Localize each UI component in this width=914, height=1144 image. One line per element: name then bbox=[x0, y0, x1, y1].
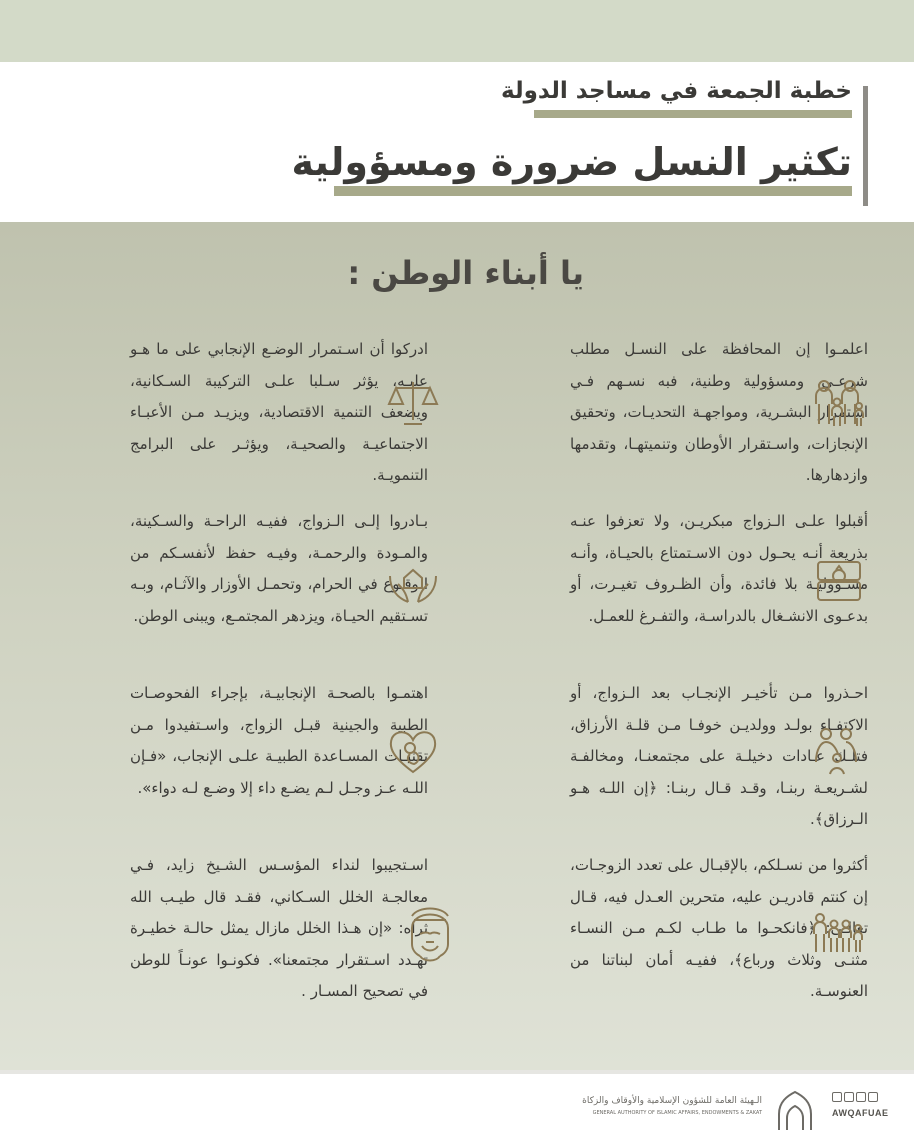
hands-house-icon bbox=[384, 552, 442, 610]
paragraph-left-4: اسـتجيبوا لنداء المؤسـس الشـيخ زايد، فـي معالجـة الخلل السـكاني، فقـد قال طيـب الله ثراه: «إن هـذا الخلل مازال يمثل حالـة خطيـرة تهـدد اسـتقرار مجتمعنا». فكونـوا عونـاً للوطن في تصحيح المسـار . bbox=[130, 856, 428, 1000]
large-family-icon bbox=[808, 902, 866, 960]
paragraph-right-2: أقبلوا علـى الـزواج مبكريـن، ولا تعزفوا عنـه بذريعة أنـه يحـول دون الاسـتمتاع بالحيـاة، وأنـه مسـؤوليـة بلا فائدة، وأن الظـروف تغيـرت، أو بدعـوى الانشـغال بالدراسـة، والتفـرغ للعمـل. bbox=[570, 512, 868, 625]
paragraph-right-3: احـذروا مـن تأخيـر الإنجـاب بعد الـزواج، أو الاكتفـاء بولـد وولديـن خوفـا مـن قلـة الأرزاق، فتلـك عـادات دخيلـة على مجتمعنـا، ومخالفـة لشـريعـة ربنـا، وقـد قـال ربنـا: ﴿إن اللـه هـو الـرزاق﴾. bbox=[570, 684, 868, 828]
paragraph-left-3: اهتمـوا بالصحـة الإنجابيـة، بإجراء الفحوصـات الطبية والجينية قبـل الزواج، واسـتفيدوا مـن تقنيـات المسـاعدة الطبيـة علـى الإنجاب، «فـإن اللـه عـز وجـل لـم يضـع داء إلا وضـع لـه دواء». bbox=[130, 684, 428, 797]
instagram-social-icon[interactable] bbox=[844, 1092, 854, 1102]
paragraph-left-2: بـادروا إلـى الـزواج، ففيـه الراحـة والسـكينة، والمـودة والرحمـة، وفيـه حفظ لأنفسـكم من الوقـوع في الحرام، وتحمـل الأوزار والآثـام، وبـه تسـتقيم الحيـاة، ويزدهر المجتمـع، ويبنى الوطن. bbox=[130, 512, 428, 625]
title-underline bbox=[334, 186, 852, 196]
greeting-heading: يا أبناء الوطن : bbox=[347, 254, 584, 292]
scales-icon bbox=[384, 374, 442, 432]
subtitle-underline bbox=[534, 110, 852, 118]
content-area bbox=[0, 222, 914, 1070]
header bbox=[0, 62, 914, 222]
paragraph-right-1: اعلمـوا إن المحافظة على النسـل مطلب شرعـي، ومسؤولية وطنية، فبه نسـهم فـي استمرار البشـرية، ومواجهـة التحديـات، وتحقيق الإنجازات، واسـتقرار الأوطان وتنميتهـا، وتقدمها وازدهارها. bbox=[570, 340, 868, 484]
header-subtitle: خطبة الجمعة في مساجد الدولة bbox=[501, 78, 852, 104]
paragraph-right-4: أكثروا من نسـلكم، بالإقبـال على تعدد الزوجـات، إن كنتم قادريـن عليه، متحرين العـدل فيه، قـال تعالـى: ﴿فانكحـوا ما طـاب لكـم مـن النسـاء مثنـى وثلاث ورباع﴾، ففيـه أمان لبناتنا من العنوسـة. bbox=[570, 856, 868, 1000]
footer-divider bbox=[0, 1070, 914, 1074]
facebook-social-icon[interactable] bbox=[868, 1092, 878, 1102]
x-social-icon[interactable] bbox=[832, 1092, 842, 1102]
brand-block bbox=[832, 1092, 889, 1130]
brand-name: AWQAFUAE bbox=[832, 1108, 889, 1118]
top-band bbox=[0, 0, 914, 62]
youtube-social-icon[interactable] bbox=[856, 1092, 866, 1102]
heart-baby-icon bbox=[384, 722, 442, 780]
org-name-arabic: الـهيئة العامة للشؤون الإسلامية والأوقاف والزكاة bbox=[582, 1096, 762, 1106]
social-icons bbox=[832, 1092, 884, 1102]
parents-child-icon bbox=[808, 722, 866, 780]
family-icon bbox=[810, 374, 868, 432]
mosque-dome-logo-icon bbox=[773, 1088, 817, 1132]
org-name-english: GENERAL AUTHORITY OF ISLAMIC AFFAIRS, ENDOWMENTS & ZAKAT bbox=[592, 1110, 762, 1116]
paragraph-left-1: ادركوا أن اسـتمرار الوضـع الإنجابي على ما هـو عليـه، يؤثر سـلبا علـى التركيبة السـكانية، ويضعف التنمية الاقتصادية، ويزيـد مـن الأعبـاء الاجتماعيـة والصحيـة، ويؤثـر على البرامج التنمويـة. bbox=[130, 340, 428, 484]
sheikh-zayed-portrait-icon bbox=[400, 898, 460, 966]
page-title: تكثير النسل ضرورة ومسؤولية bbox=[291, 140, 852, 184]
footer bbox=[0, 1070, 914, 1144]
header-accent-bar bbox=[863, 86, 868, 206]
wedding-ring-box-icon bbox=[810, 552, 868, 610]
